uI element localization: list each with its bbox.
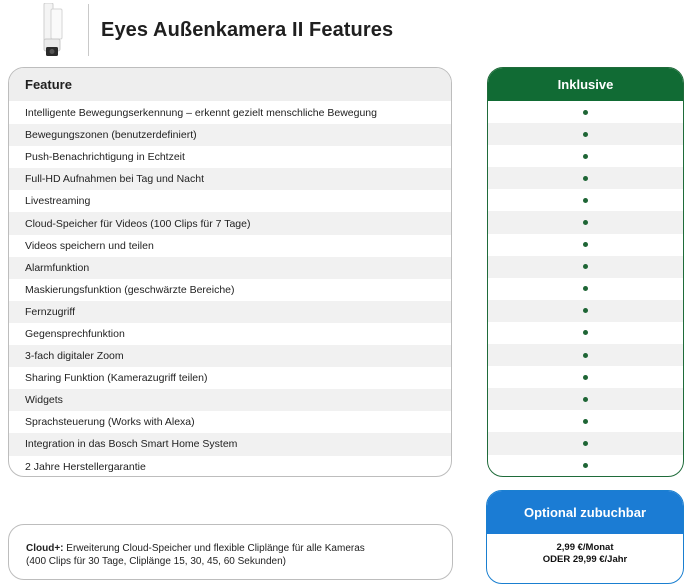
included-dot-icon: [583, 154, 588, 159]
inclusive-row: [488, 123, 683, 145]
feature-row: Push-Benachrichtigung in Echtzeit: [25, 151, 185, 164]
inclusive-column: [487, 67, 684, 477]
included-dot-icon: [583, 353, 588, 358]
feature-row: Maskierungsfunktion (geschwärzte Bereiche): [25, 283, 235, 296]
inclusive-row: [488, 344, 683, 366]
feature-row: Sprachsteuerung (Works with Alexa): [25, 416, 195, 429]
included-dot-icon: [583, 264, 588, 269]
included-dot-icon: [583, 419, 588, 424]
feature-row: Intelligente Bewegungserkennung – erkennt gezielt menschliche Bewegung: [25, 107, 377, 120]
included-dot-icon: [583, 176, 588, 181]
page-title: Eyes Außenkamera II Features: [101, 19, 394, 41]
feature-column-header: Feature: [9, 68, 451, 101]
inclusive-row: [488, 145, 683, 167]
feature-row: Livestreaming: [25, 195, 91, 208]
feature-row: Widgets: [9, 389, 451, 411]
inclusive-row: [488, 256, 683, 278]
price-info: [487, 542, 683, 566]
inclusive-row: [488, 101, 683, 123]
included-dot-icon: [583, 198, 588, 203]
inclusive-row: [488, 322, 683, 344]
inclusive-column-header: Inklusive: [488, 68, 683, 101]
optional-header: Optional zubuchbar: [487, 491, 683, 534]
inclusive-row: [488, 388, 683, 410]
outdoor-camera-icon: [40, 3, 64, 57]
inclusive-rows: [488, 101, 683, 477]
feature-row: 2 Jahre Herstellergarantie: [25, 460, 146, 473]
feature-row: Alarmfunktion: [9, 257, 451, 279]
inclusive-row: [488, 234, 683, 256]
cloud-plus-detail: (400 Clips für 30 Tage, Cliplänge 15, 30, 45, 60 Sekunden): [26, 556, 286, 567]
inclusive-row: [488, 189, 683, 211]
included-dot-icon: [583, 132, 588, 137]
feature-row: Videos speichern und teilen: [25, 239, 154, 252]
included-dot-icon: [583, 308, 588, 313]
included-dot-icon: [583, 242, 588, 247]
included-dot-icon: [583, 463, 588, 468]
optional-box: [486, 490, 684, 584]
feature-row: Sharing Funktion (Kamerazugriff teilen): [25, 372, 208, 385]
included-dot-icon: [583, 441, 588, 446]
price-monthly: 2,99 €/Monat: [556, 542, 614, 553]
inclusive-row: [488, 432, 683, 454]
inclusive-row: [488, 300, 683, 322]
included-dot-icon: [583, 397, 588, 402]
included-dot-icon: [583, 375, 588, 380]
included-dot-icon: [583, 286, 588, 291]
inclusive-row: [488, 366, 683, 388]
feature-row: Bewegungszonen (benutzerdefiniert): [9, 124, 451, 146]
inclusive-row: [488, 410, 683, 432]
inclusive-row: [488, 455, 683, 477]
included-dot-icon: [583, 110, 588, 115]
feature-table: [8, 67, 452, 477]
feature-row: Full-HD Aufnahmen bei Tag und Nacht: [9, 168, 451, 190]
feature-row: 3-fach digitaler Zoom: [9, 345, 451, 367]
inclusive-row: [488, 211, 683, 233]
inclusive-row: [488, 167, 683, 189]
feature-row: Cloud-Speicher für Videos (100 Clips für 7 Tage): [9, 212, 451, 234]
included-dot-icon: [583, 220, 588, 225]
cloud-plus-box: [8, 524, 453, 580]
cloud-plus-description: [26, 542, 365, 568]
cloud-plus-text: Erweiterung Cloud-Speicher und flexible Cliplänge für alle Kameras: [63, 543, 365, 554]
feature-row: Fernzugriff: [9, 301, 451, 323]
price-yearly: ODER 29,99 €/Jahr: [542, 554, 628, 565]
inclusive-row: [488, 278, 683, 300]
feature-row: Gegensprechfunktion: [25, 327, 125, 340]
feature-rows: [9, 102, 451, 477]
cloud-plus-label: Cloud+:: [26, 543, 64, 554]
feature-row: Integration in das Bosch Smart Home System: [9, 433, 451, 455]
included-dot-icon: [583, 330, 588, 335]
header-divider: [88, 4, 89, 56]
